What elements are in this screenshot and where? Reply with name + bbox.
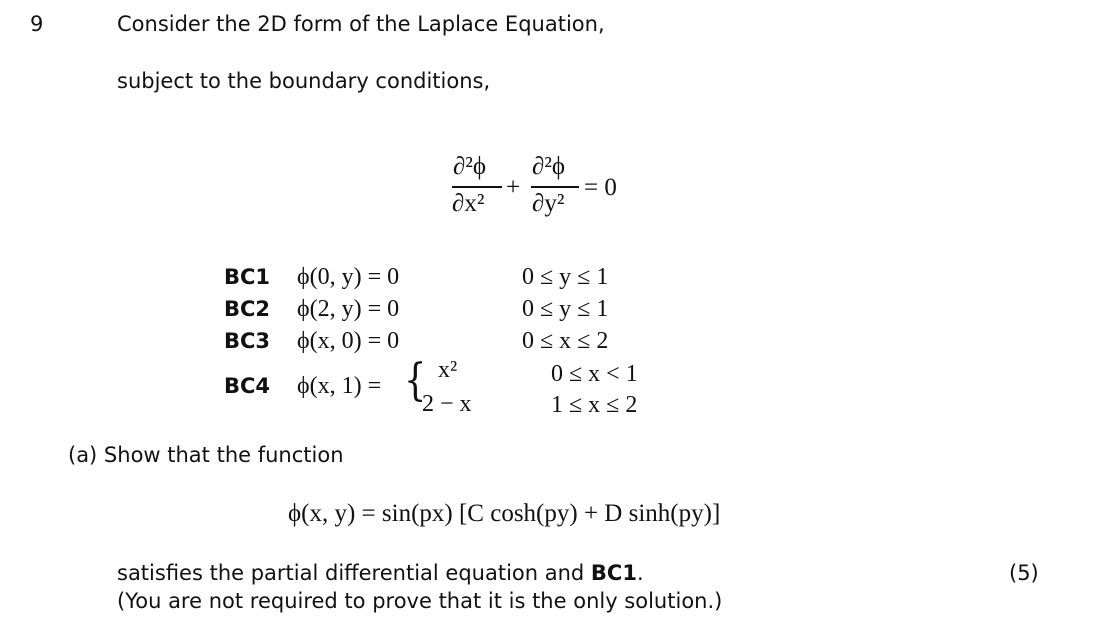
bc2-label: BC2 [224, 297, 271, 321]
bc4-case-2: 2 − x [422, 391, 472, 417]
satisfies-text [117, 561, 644, 585]
bc3-label: BC3 [224, 329, 271, 353]
bc4-range-2: 1 ≤ x ≤ 2 [551, 392, 638, 418]
bc1-label: BC1 [224, 265, 271, 289]
bc2-expression: ϕ(2, y) = 0 [297, 296, 400, 322]
bc4-label: BC4 [224, 374, 271, 398]
bc4-expression: ϕ(x, 1) = [297, 373, 382, 399]
function-expression: ϕ(x, y) = sin(px) [C cosh(py) + D sinh(py)] [288, 500, 721, 527]
satisfies-prefix: satisfies the partial differential equation and [117, 561, 591, 585]
bc1-range: 0 ≤ y ≤ 1 [522, 264, 609, 290]
satisfies-bc1: BC1 [590, 561, 637, 585]
boundary-intro: subject to the boundary conditions, [117, 69, 491, 93]
bc4-range-1: 0 ≤ x < 1 [551, 361, 638, 387]
bc3-expression: ϕ(x, 0) = 0 [297, 328, 400, 354]
bc2-range: 0 ≤ y ≤ 1 [522, 296, 609, 322]
satisfies-suffix: . [636, 561, 644, 585]
plus-sign: + [506, 174, 521, 201]
bc1-expression: ϕ(0, y) = 0 [297, 264, 400, 290]
fraction-1-bar [452, 186, 502, 188]
piecewise-brace: { [404, 355, 427, 406]
marks: (5) [1009, 561, 1039, 585]
bc3-range: 0 ≤ x ≤ 2 [522, 328, 609, 354]
fraction-2-numerator: ∂²ϕ [532, 153, 566, 180]
note-text: (You are not required to prove that it is the only solution.) [117, 589, 723, 613]
question-intro: Consider the 2D form of the Laplace Equation, [117, 12, 605, 36]
question-number: 9 [30, 12, 44, 36]
fraction-1-denominator: ∂x² [452, 190, 485, 217]
fraction-1-numerator: ∂²ϕ [453, 153, 487, 180]
fraction-2-denominator: ∂y² [532, 190, 565, 217]
fraction-2-bar [531, 186, 579, 188]
equation-rhs: = 0 [584, 174, 617, 201]
bc4-case-1: x² [438, 357, 458, 383]
part-a-label: (a) Show that the function [68, 443, 344, 467]
